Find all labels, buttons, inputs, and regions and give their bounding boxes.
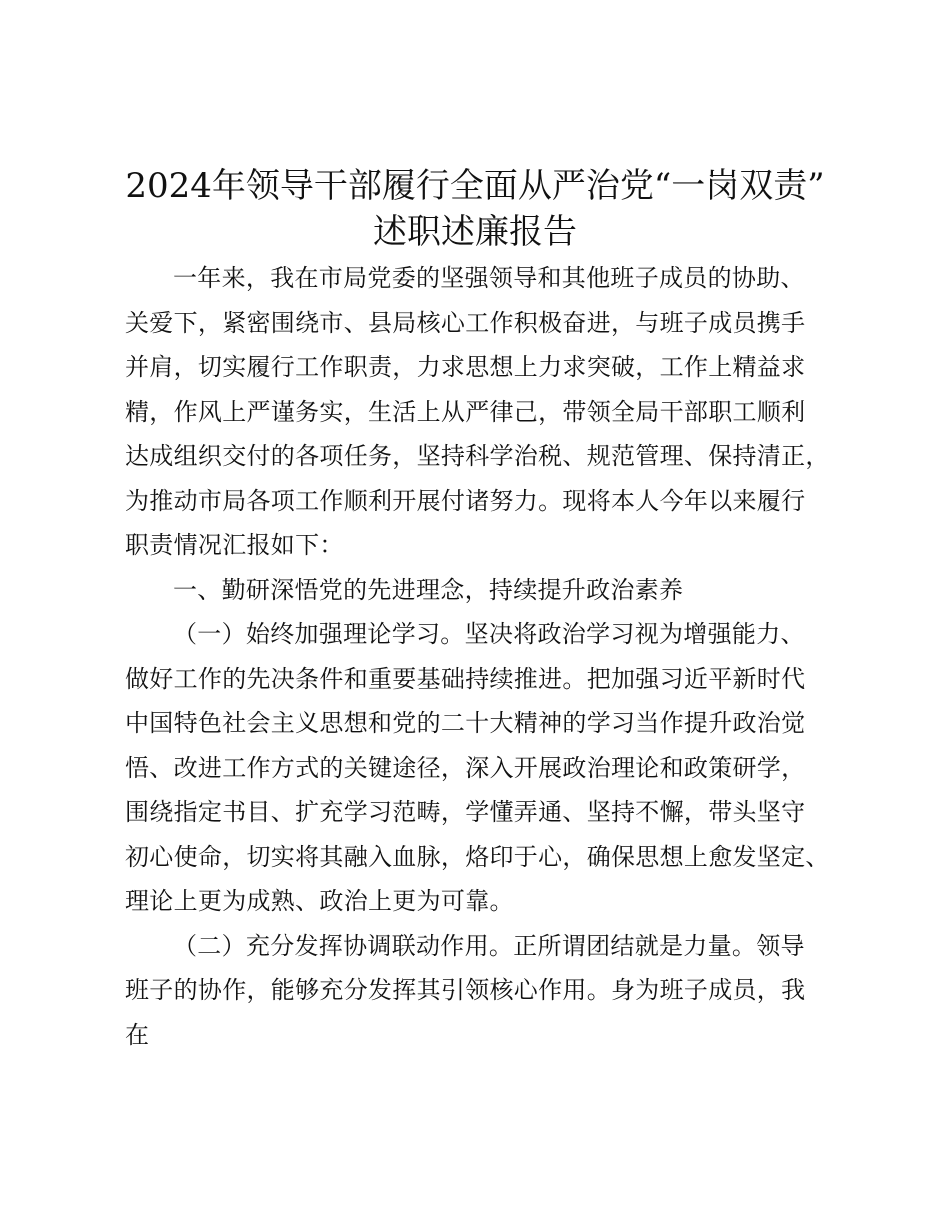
body-text-line: 围绕指定书目、扩充学习范畴，学懂弄通、坚持不懈，带头坚守 xyxy=(125,798,806,826)
body-text-line: （二）充分发挥协调联动作用。正所谓团结就是力量。领导 xyxy=(173,931,805,960)
body-text-line: 并肩，切实履行工作职责，力求思想上力求突破，工作上精益求 xyxy=(125,353,806,381)
body-text-line: 班子的协作，能够充分发挥其引领核心作用。身为班子成员，我 xyxy=(125,976,806,1004)
body-text-line: 为推动市局各项工作顺利开展付诸努力。现将本人今年以来履行 xyxy=(125,486,806,515)
body-text-line: 初心使命，切实将其融入血脉，烙印于心，确保思想上愈发坚定、 xyxy=(125,842,830,871)
body-text-line: （一）始终加强理论学习。坚决将政治学习视为增强能力、 xyxy=(173,620,805,648)
body-text-line: 精，作风上严谨务实，生活上从严律己，带领全局干部职工顺利 xyxy=(125,397,806,426)
body-text-line: 在 xyxy=(125,1020,150,1049)
document-title-line-2: 述职述廉报告 xyxy=(373,212,577,252)
body-text-line: 悟、改进工作方式的关键途径，深入开展政治理论和政策研学， xyxy=(125,753,806,782)
body-text-line: 做好工作的先决条件和重要基础持续推进。把加强习近平新时代 xyxy=(125,664,806,693)
body-text-line: 一年来，我在市局党委的坚强领导和其他班子成员的协助、 xyxy=(173,264,805,292)
body-text-line: 中国特色社会主义思想和党的二十大精神的学习当作提升政治觉 xyxy=(125,709,806,737)
body-text-line: 一、勤研深悟党的先进理念，持续提升政治素养 xyxy=(173,575,684,604)
document-body xyxy=(125,256,845,1057)
body-text-line: 理论上更为成熟、政治上更为可靠。 xyxy=(125,887,514,915)
body-text-line: 达成组织交付的各项任务，坚持科学治税、规范管理、保持清正， xyxy=(125,442,830,470)
document-title-line-1: 2024年领导干部履行全面从严治党“一岗双责” xyxy=(125,166,825,206)
body-text-line: 关爱下，紧密围绕市、县局核心工作积极奋进，与班子成员携手 xyxy=(125,308,806,337)
body-text-line: 职责情况汇报如下： xyxy=(125,531,344,559)
